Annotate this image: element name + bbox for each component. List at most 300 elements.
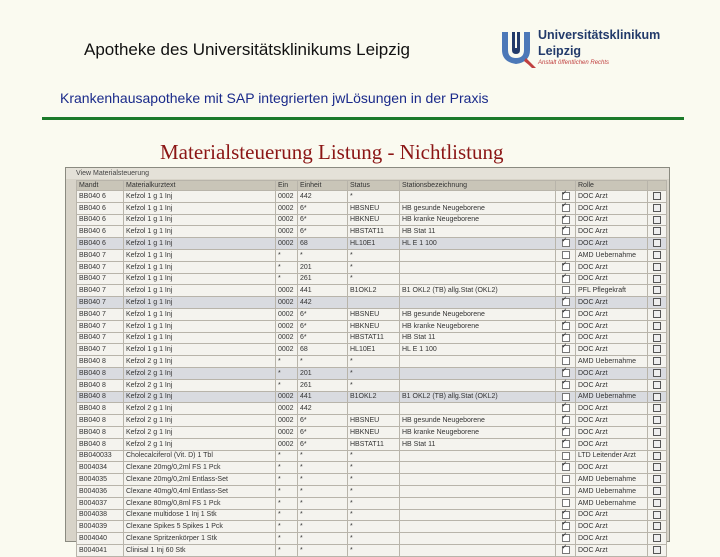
table-row[interactable] <box>77 332 667 344</box>
table-row[interactable] <box>77 544 667 556</box>
cell-icon <box>648 238 667 250</box>
listing-checkbox[interactable] <box>562 499 570 507</box>
table-row[interactable] <box>77 249 667 261</box>
cell-material: Kefzol 2 g 1 Inj <box>124 438 276 450</box>
cell-mandt: B004034 <box>77 462 124 474</box>
listing-checkbox[interactable] <box>562 345 570 353</box>
table-row[interactable] <box>77 438 667 450</box>
listing-checkbox[interactable] <box>562 263 570 271</box>
cell-status <box>348 403 400 415</box>
col-header-ein[interactable]: Ein <box>276 181 298 191</box>
detail-icon[interactable] <box>653 487 661 495</box>
cell-station <box>400 485 556 497</box>
cell-check <box>556 238 576 250</box>
listing-checkbox[interactable] <box>562 334 570 342</box>
cell-material: Kefzol 1 g 1 Inj <box>124 226 276 238</box>
cell-material: Kefzol 1 g 1 Inj <box>124 261 276 273</box>
cell-icon <box>648 462 667 474</box>
cell-station <box>400 261 556 273</box>
table-row[interactable] <box>77 367 667 379</box>
cell-mandt: BB040 6 <box>77 238 124 250</box>
table-body <box>77 191 667 557</box>
cell-status: * <box>348 367 400 379</box>
cell-ein: 0002 <box>276 320 298 332</box>
cell-icon <box>648 474 667 486</box>
table-row[interactable] <box>77 450 667 462</box>
listing-checkbox[interactable] <box>562 546 570 554</box>
cell-mandt: BB040 7 <box>77 273 124 285</box>
cell-einheit: 6* <box>298 426 348 438</box>
cell-einheit: * <box>298 509 348 521</box>
listing-checkbox[interactable] <box>562 310 570 318</box>
cell-einheit: 6* <box>298 214 348 226</box>
detail-icon[interactable] <box>653 534 661 542</box>
detail-icon[interactable] <box>653 452 661 460</box>
table-row[interactable] <box>77 344 667 356</box>
detail-icon[interactable] <box>653 416 661 424</box>
table-row[interactable] <box>77 533 667 545</box>
cell-rolle: DOC Arzt <box>576 344 648 356</box>
cell-material: Clexane Spritzenkörper 1 Stk <box>124 533 276 545</box>
cell-ein: 0002 <box>276 415 298 427</box>
listing-checkbox[interactable] <box>562 357 570 365</box>
detail-icon[interactable] <box>653 216 661 224</box>
cell-einheit: 68 <box>298 344 348 356</box>
cell-icon <box>648 509 667 521</box>
cell-einheit: * <box>298 356 348 368</box>
detail-icon[interactable] <box>653 204 661 212</box>
listing-checkbox[interactable] <box>562 511 570 519</box>
table-row[interactable] <box>77 462 667 474</box>
cell-rolle: DOC Arzt <box>576 367 648 379</box>
cell-status: B1OKL2 <box>348 391 400 403</box>
cell-ein: * <box>276 261 298 273</box>
cell-mandt: B004041 <box>77 544 124 556</box>
cell-mandt: BB040 8 <box>77 356 124 368</box>
cell-status: * <box>348 356 400 368</box>
listing-checkbox[interactable] <box>562 322 570 330</box>
table-row[interactable] <box>77 474 667 486</box>
table-row[interactable] <box>77 379 667 391</box>
col-header-einheit[interactable]: Einheit <box>298 181 348 191</box>
cell-einheit: 68 <box>298 238 348 250</box>
cell-status: * <box>348 379 400 391</box>
table-row[interactable] <box>77 426 667 438</box>
cell-icon <box>648 356 667 368</box>
cell-status: * <box>348 261 400 273</box>
detail-icon[interactable] <box>653 310 661 318</box>
cell-einheit: * <box>298 450 348 462</box>
cell-station: HL E 1 100 <box>400 238 556 250</box>
listing-checkbox[interactable] <box>562 393 570 401</box>
detail-icon[interactable] <box>653 440 661 448</box>
cell-check <box>556 544 576 556</box>
cell-status: * <box>348 249 400 261</box>
cell-icon <box>648 533 667 545</box>
subtitle: Krankenhausapotheke mit SAP integrierten jwLösungen in der Praxis <box>60 90 489 106</box>
table-row[interactable] <box>77 214 667 226</box>
listing-checkbox[interactable] <box>562 286 570 294</box>
cell-rolle: AMD Uebernahme <box>576 485 648 497</box>
cell-icon <box>648 521 667 533</box>
cell-mandt: BB040 7 <box>77 249 124 261</box>
cell-station <box>400 474 556 486</box>
cell-mandt: B004040 <box>77 533 124 545</box>
table-row[interactable] <box>77 497 667 509</box>
cell-station <box>400 521 556 533</box>
cell-material: Cholecalciferol (Vit. D) 1 Tbl <box>124 450 276 462</box>
cell-icon <box>648 403 667 415</box>
table-header-row <box>77 181 667 191</box>
cell-einheit: * <box>298 249 348 261</box>
cell-check <box>556 485 576 497</box>
cell-einheit: 441 <box>298 391 348 403</box>
cell-rolle: PFL Pflegekraft <box>576 285 648 297</box>
cell-material: Kefzol 1 g 1 Inj <box>124 202 276 214</box>
detail-icon[interactable] <box>653 428 661 436</box>
cell-status: * <box>348 474 400 486</box>
cell-status: HBSTAT11 <box>348 438 400 450</box>
cell-material: Kefzol 2 g 1 Inj <box>124 403 276 415</box>
cell-status: * <box>348 509 400 521</box>
cell-einheit: 441 <box>298 285 348 297</box>
cell-status: HBSNEU <box>348 308 400 320</box>
cell-ein: * <box>276 497 298 509</box>
cell-station: HB gesunde Neugeborene <box>400 308 556 320</box>
cell-station <box>400 356 556 368</box>
cell-station: HB Stat 11 <box>400 226 556 238</box>
cell-station <box>400 297 556 309</box>
cell-rolle: LTD Leitender Arzt <box>576 450 648 462</box>
cell-rolle: DOC Arzt <box>576 462 648 474</box>
table-row[interactable] <box>77 415 667 427</box>
table-row[interactable] <box>77 485 667 497</box>
table-row[interactable] <box>77 226 667 238</box>
listing-checkbox[interactable] <box>562 534 570 542</box>
cell-rolle: AMD Uebernahme <box>576 497 648 509</box>
cell-einheit: 201 <box>298 367 348 379</box>
cell-mandt: BB040 8 <box>77 391 124 403</box>
cell-mandt: B004035 <box>77 474 124 486</box>
cell-rolle: DOC Arzt <box>576 426 648 438</box>
material-table <box>76 180 667 557</box>
cell-status: HBKNEU <box>348 214 400 226</box>
cell-icon <box>648 497 667 509</box>
cell-rolle: DOC Arzt <box>576 320 648 332</box>
cell-mandt: BB040 6 <box>77 214 124 226</box>
table-row[interactable] <box>77 238 667 250</box>
cell-check <box>556 438 576 450</box>
listing-checkbox[interactable] <box>562 227 570 235</box>
table-row[interactable] <box>77 273 667 285</box>
cell-station: HB gesunde Neugeborene <box>400 202 556 214</box>
cell-ein: 0002 <box>276 226 298 238</box>
listing-checkbox[interactable] <box>562 463 570 471</box>
listing-checkbox[interactable] <box>562 204 570 212</box>
cell-status: HBSTAT11 <box>348 226 400 238</box>
cell-material: Kefzol 2 g 1 Inj <box>124 356 276 368</box>
listing-checkbox[interactable] <box>562 428 570 436</box>
table-row[interactable] <box>77 261 667 273</box>
cell-station <box>400 403 556 415</box>
cell-station: HL E 1 100 <box>400 344 556 356</box>
cell-rolle: DOC Arzt <box>576 308 648 320</box>
cell-mandt: BB040 8 <box>77 415 124 427</box>
detail-icon[interactable] <box>653 546 661 554</box>
cell-ein: * <box>276 450 298 462</box>
cell-material: Kefzol 2 g 1 Inj <box>124 391 276 403</box>
cell-mandt: BB040 8 <box>77 403 124 415</box>
cell-ein: 0002 <box>276 214 298 226</box>
cell-station: HB kranke Neugeborene <box>400 214 556 226</box>
cell-ein: 0002 <box>276 285 298 297</box>
cell-ein: * <box>276 367 298 379</box>
cell-mandt: BB040033 <box>77 450 124 462</box>
cell-einheit: * <box>298 544 348 556</box>
cell-status: * <box>348 273 400 285</box>
detail-icon[interactable] <box>653 463 661 471</box>
cell-station: HB Stat 11 <box>400 332 556 344</box>
col-header-station[interactable]: Stationsbezeichnung <box>400 181 556 191</box>
cell-status <box>348 297 400 309</box>
cell-status: * <box>348 521 400 533</box>
cell-icon <box>648 379 667 391</box>
cell-icon <box>648 391 667 403</box>
cell-station <box>400 450 556 462</box>
table-row[interactable] <box>77 297 667 309</box>
detail-icon[interactable] <box>653 499 661 507</box>
cell-rolle: AMD Uebernahme <box>576 249 648 261</box>
cell-ein: 0002 <box>276 403 298 415</box>
cell-rolle: DOC Arzt <box>576 202 648 214</box>
cell-icon <box>648 485 667 497</box>
cell-status: * <box>348 462 400 474</box>
cell-mandt: BB040 7 <box>77 297 124 309</box>
detail-icon[interactable] <box>653 239 661 247</box>
cell-mandt: B004039 <box>77 521 124 533</box>
cell-mandt: BB040 8 <box>77 426 124 438</box>
listing-checkbox[interactable] <box>562 239 570 247</box>
col-header-rolle[interactable]: Rolle <box>576 181 648 191</box>
table-row[interactable] <box>77 320 667 332</box>
cell-rolle: DOC Arzt <box>576 332 648 344</box>
cell-ein: 0002 <box>276 308 298 320</box>
listing-checkbox[interactable] <box>562 192 570 200</box>
listing-checkbox[interactable] <box>562 381 570 389</box>
cell-status: HBKNEU <box>348 320 400 332</box>
table-row[interactable] <box>77 308 667 320</box>
cell-ein: * <box>276 521 298 533</box>
cell-station: B1 OKL2 (TB) allg.Stat (OKL2) <box>400 285 556 297</box>
cell-ein: 0002 <box>276 191 298 203</box>
cell-ein: * <box>276 379 298 391</box>
sap-table-window <box>65 167 670 554</box>
detail-icon[interactable] <box>653 381 661 389</box>
cell-ein: * <box>276 474 298 486</box>
cell-material: Kefzol 1 g 1 Inj <box>124 249 276 261</box>
listing-checkbox[interactable] <box>562 475 570 483</box>
detail-icon[interactable] <box>653 251 661 259</box>
detail-icon[interactable] <box>653 334 661 342</box>
listing-checkbox[interactable] <box>562 369 570 377</box>
detail-icon[interactable] <box>653 511 661 519</box>
cell-icon <box>648 544 667 556</box>
page-title: Apotheke des Universitätsklinikums Leipzig <box>84 40 410 59</box>
cell-material: Kefzol 1 g 1 Inj <box>124 238 276 250</box>
cell-icon <box>648 297 667 309</box>
cell-ein: 0002 <box>276 297 298 309</box>
detail-icon[interactable] <box>653 393 661 401</box>
cell-rolle: AMD Uebernahme <box>576 391 648 403</box>
cell-einheit: 6* <box>298 320 348 332</box>
cell-material: Clexane 40mg/0,4ml Entlass-Set <box>124 485 276 497</box>
cell-rolle: DOC Arzt <box>576 226 648 238</box>
cell-einheit: 442 <box>298 297 348 309</box>
cell-ein: 0002 <box>276 426 298 438</box>
detail-icon[interactable] <box>653 475 661 483</box>
section-heading: Materialsteuerung Listung - Nichtlistung <box>160 140 504 164</box>
window-title: View Materialsteuerung <box>66 168 669 179</box>
cell-icon <box>648 344 667 356</box>
listing-checkbox[interactable] <box>562 416 570 424</box>
cell-ein: 0002 <box>276 332 298 344</box>
cell-einheit: 6* <box>298 202 348 214</box>
cell-material: Kefzol 2 g 1 Inj <box>124 415 276 427</box>
detail-icon[interactable] <box>653 263 661 271</box>
cell-icon <box>648 426 667 438</box>
listing-checkbox[interactable] <box>562 452 570 460</box>
table-row[interactable] <box>77 391 667 403</box>
cell-einheit: * <box>298 521 348 533</box>
col-header-material[interactable]: Materialkurztext <box>124 181 276 191</box>
cell-mandt: B004036 <box>77 485 124 497</box>
cell-rolle: DOC Arzt <box>576 297 648 309</box>
cell-mandt: BB040 7 <box>77 261 124 273</box>
cell-icon <box>648 438 667 450</box>
detail-icon[interactable] <box>653 286 661 294</box>
detail-icon[interactable] <box>653 522 661 530</box>
table-row[interactable] <box>77 202 667 214</box>
cell-ein: * <box>276 485 298 497</box>
cell-einheit: 442 <box>298 191 348 203</box>
listing-checkbox[interactable] <box>562 487 570 495</box>
cell-status: HBSNEU <box>348 202 400 214</box>
cell-mandt: BB040 8 <box>77 438 124 450</box>
cell-icon <box>648 320 667 332</box>
cell-ein: * <box>276 462 298 474</box>
detail-icon[interactable] <box>653 369 661 377</box>
cell-rolle: DOC Arzt <box>576 273 648 285</box>
cell-status: * <box>348 485 400 497</box>
cell-mandt: BB040 7 <box>77 308 124 320</box>
cell-icon <box>648 450 667 462</box>
cell-status: * <box>348 450 400 462</box>
cell-station <box>400 533 556 545</box>
table-row[interactable] <box>77 191 667 203</box>
cell-material: Clinisal 1 Inj 60 Stk <box>124 544 276 556</box>
cell-einheit: 261 <box>298 379 348 391</box>
listing-checkbox[interactable] <box>562 251 570 259</box>
detail-icon[interactable] <box>653 345 661 353</box>
cell-rolle: DOC Arzt <box>576 521 648 533</box>
cell-check <box>556 344 576 356</box>
cell-ein: 0002 <box>276 391 298 403</box>
cell-station <box>400 379 556 391</box>
cell-mandt: BB040 6 <box>77 191 124 203</box>
cell-einheit: * <box>298 462 348 474</box>
cell-ein: * <box>276 273 298 285</box>
detail-icon[interactable] <box>653 357 661 365</box>
detail-icon[interactable] <box>653 322 661 330</box>
table-row[interactable] <box>77 521 667 533</box>
detail-icon[interactable] <box>653 227 661 235</box>
cell-material: Kefzol 2 g 1 Inj <box>124 379 276 391</box>
detail-icon[interactable] <box>653 404 661 412</box>
cell-ein: 0002 <box>276 344 298 356</box>
cell-check <box>556 474 576 486</box>
cell-station: HB Stat 11 <box>400 438 556 450</box>
table-row[interactable] <box>77 403 667 415</box>
listing-checkbox[interactable] <box>562 440 570 448</box>
cell-ein: * <box>276 544 298 556</box>
cell-icon <box>648 332 667 344</box>
cell-station <box>400 191 556 203</box>
logo-line-1: Universitätsklinikum <box>538 28 661 42</box>
table-row[interactable] <box>77 356 667 368</box>
cell-ein: 0002 <box>276 438 298 450</box>
detail-icon[interactable] <box>653 275 661 283</box>
cell-ein: * <box>276 356 298 368</box>
listing-checkbox[interactable] <box>562 216 570 224</box>
listing-checkbox[interactable] <box>562 404 570 412</box>
cell-station: HB kranke Neugeborene <box>400 426 556 438</box>
cell-material: Clexane 80mg/0,8ml FS 1 Pck <box>124 497 276 509</box>
cell-icon <box>648 308 667 320</box>
col-header-icon[interactable] <box>648 181 667 191</box>
listing-checkbox[interactable] <box>562 275 570 283</box>
listing-checkbox[interactable] <box>562 298 570 306</box>
cell-status: HL10E1 <box>348 344 400 356</box>
cell-material: Kefzol 1 g 1 Inj <box>124 214 276 226</box>
cell-material: Kefzol 1 g 1 Inj <box>124 297 276 309</box>
cell-material: Clexane Spikes 5 Spikes 1 Pck <box>124 521 276 533</box>
cell-mandt: BB040 8 <box>77 379 124 391</box>
table-row[interactable] <box>77 509 667 521</box>
cell-status: * <box>348 544 400 556</box>
logo-line-3: Anstalt öffentlichen Rechts <box>538 60 610 66</box>
detail-icon[interactable] <box>653 192 661 200</box>
cell-mandt: BB040 8 <box>77 367 124 379</box>
cell-mandt: B004038 <box>77 509 124 521</box>
cell-einheit: 6* <box>298 308 348 320</box>
detail-icon[interactable] <box>653 298 661 306</box>
table-row[interactable] <box>77 285 667 297</box>
cell-ein: * <box>276 509 298 521</box>
cell-status: * <box>348 497 400 509</box>
cell-station <box>400 273 556 285</box>
cell-rolle: DOC Arzt <box>576 403 648 415</box>
col-header-status[interactable]: Status <box>348 181 400 191</box>
listing-checkbox[interactable] <box>562 522 570 530</box>
cell-mandt: BB040 7 <box>77 320 124 332</box>
cell-rolle: DOC Arzt <box>576 415 648 427</box>
cell-einheit: * <box>298 485 348 497</box>
cell-material: Kefzol 1 g 1 Inj <box>124 344 276 356</box>
col-header-mandt[interactable]: Mandt <box>77 181 124 191</box>
cell-material: Clexane 20mg/0,2ml Entlass-Set <box>124 474 276 486</box>
cell-station <box>400 462 556 474</box>
cell-einheit: 6* <box>298 438 348 450</box>
